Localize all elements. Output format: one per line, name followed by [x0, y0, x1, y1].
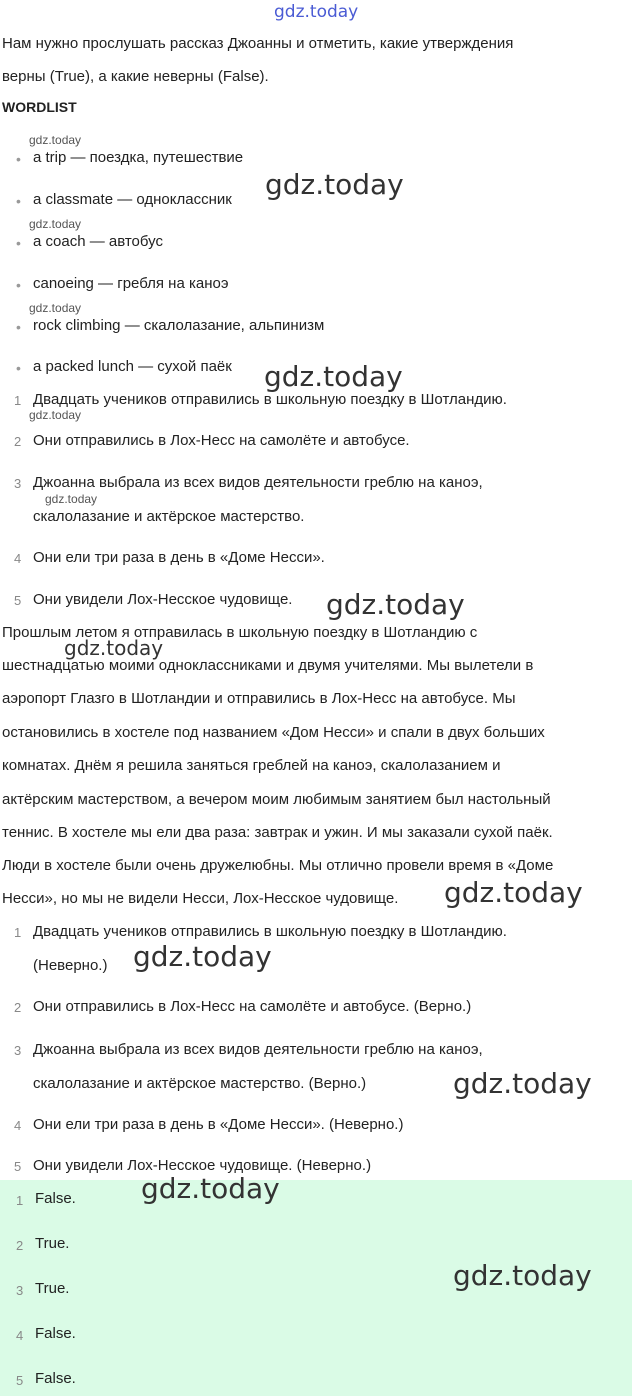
- checked-text: Они отправились в Лох-Несс на самолёте и автобусе. (Верно.): [33, 998, 472, 1015]
- statement-number: 2: [14, 434, 22, 449]
- wordlist-item: a packed lunch — сухой паёк: [33, 358, 232, 375]
- bullet-icon: •: [16, 235, 21, 251]
- statement-number: 1: [14, 393, 22, 408]
- answer-number: 4: [16, 1328, 24, 1343]
- checked-text: Джоанна выбрала из всех видов деятельности греблю на каноэ,: [33, 1041, 483, 1058]
- checked-number: 4: [14, 1118, 22, 1133]
- story-line: актёрским мастерством, а вечером моим любимым занятием был настольный: [2, 791, 551, 808]
- watermark-big: gdz.today: [265, 168, 404, 201]
- wordlist-item: rock climbing — скалолазание, альпинизм: [33, 317, 325, 334]
- checked-text: скалолазание и актёрское мастерство. (Верно.): [33, 1075, 367, 1092]
- bullet-icon: •: [16, 151, 21, 167]
- intro-line-2: верны (True), а какие неверны (False).: [2, 68, 269, 85]
- statement-text: скалолазание и актёрское мастерство.: [33, 508, 305, 525]
- statement-text: Они отправились в Лох-Несс на самолёте и автобусе.: [33, 432, 410, 449]
- answer-text: False.: [35, 1370, 76, 1387]
- story-line: Несси», но мы не видели Несси, Лох-Несское чудовище.: [2, 890, 399, 907]
- answer-text: True.: [35, 1235, 70, 1252]
- watermark-small: gdz.today: [29, 133, 82, 147]
- watermark-small: gdz.today: [29, 301, 82, 315]
- watermark-small: gdz.today: [29, 217, 82, 231]
- statement-text: Двадцать учеников отправились в школьную поездку в Шотландию.: [33, 391, 507, 408]
- bullet-icon: •: [16, 277, 21, 293]
- answer-number: 5: [16, 1373, 24, 1388]
- story-line: Прошлым летом я отправилась в школьную поездку в Шотландию с: [2, 624, 478, 641]
- story-line: шестнадцатью моими одноклассниками и двумя учителями. Мы вылетели в: [2, 657, 534, 674]
- watermark-big: gdz.today: [133, 940, 272, 973]
- wordlist-item: a trip — поездка, путешествие: [33, 149, 244, 166]
- watermark-big: gdz.today: [326, 588, 465, 621]
- wordlist-item: a coach — автобус: [33, 233, 163, 250]
- checked-text: Они ели три раза в день в «Доме Несси». (Неверно.): [33, 1116, 404, 1133]
- story-line: Люди в хостеле были очень дружелюбны. Мы отлично провели время в «Доме: [2, 857, 554, 874]
- story-line: теннис. В хостеле мы ели два раза: завтрак и ужин. И мы заказали сухой паёк.: [2, 824, 553, 841]
- story-line: аэропорт Глазго в Шотландии и отправились в Лох-Несс на автобусе. Мы: [2, 690, 516, 707]
- statement-number: 4: [14, 551, 22, 566]
- answer-number: 3: [16, 1283, 24, 1298]
- answer-number: 1: [16, 1193, 24, 1208]
- statement-number: 5: [14, 593, 22, 608]
- watermark-big: gdz.today: [64, 636, 164, 660]
- checked-text: Двадцать учеников отправились в школьную поездку в Шотландию.: [33, 923, 507, 940]
- checked-number: 1: [14, 925, 22, 940]
- bullet-icon: •: [16, 319, 21, 335]
- watermark-big: gdz.today: [141, 1172, 280, 1205]
- bullet-icon: •: [16, 360, 21, 376]
- wordlist-item: canoeing — гребля на каноэ: [33, 275, 229, 292]
- statement-number: 3: [14, 476, 22, 491]
- checked-number: 3: [14, 1043, 22, 1058]
- answer-text: True.: [35, 1280, 70, 1297]
- wordlist-heading: WORDLIST: [2, 99, 77, 115]
- wordlist-item: a classmate — одноклассник: [33, 191, 232, 208]
- story-line: комнатах. Днём я решила заняться греблей на каноэ, скалолазанием и: [2, 757, 501, 774]
- statement-text: Они увидели Лох-Несское чудовище.: [33, 591, 293, 608]
- story-line: остановились в хостеле под названием «Дом Несси» и спали в двух больших: [2, 724, 545, 741]
- answer-text: False.: [35, 1325, 76, 1342]
- checked-text: (Неверно.): [33, 957, 108, 974]
- intro-line-1: Нам нужно прослушать рассказ Джоанны и отметить, какие утверждения: [2, 35, 514, 52]
- answer-text: False.: [35, 1190, 76, 1207]
- watermark-big: gdz.today: [444, 876, 583, 909]
- watermark-top: gdz.today: [274, 2, 359, 22]
- answer-number: 2: [16, 1238, 24, 1253]
- bullet-icon: •: [16, 193, 21, 209]
- watermark-small: gdz.today: [29, 408, 82, 422]
- statement-text: Джоанна выбрала из всех видов деятельности греблю на каноэ,: [33, 474, 483, 491]
- watermark-small: gdz.today: [45, 492, 98, 506]
- checked-text: Они увидели Лох-Несское чудовище. (Неверно.): [33, 1157, 372, 1174]
- watermark-big: gdz.today: [453, 1067, 592, 1100]
- statement-text: Они ели три раза в день в «Доме Несси».: [33, 549, 325, 566]
- checked-number: 5: [14, 1159, 22, 1174]
- watermark-big: gdz.today: [453, 1259, 592, 1292]
- watermark-big: gdz.today: [264, 360, 403, 393]
- checked-number: 2: [14, 1000, 22, 1015]
